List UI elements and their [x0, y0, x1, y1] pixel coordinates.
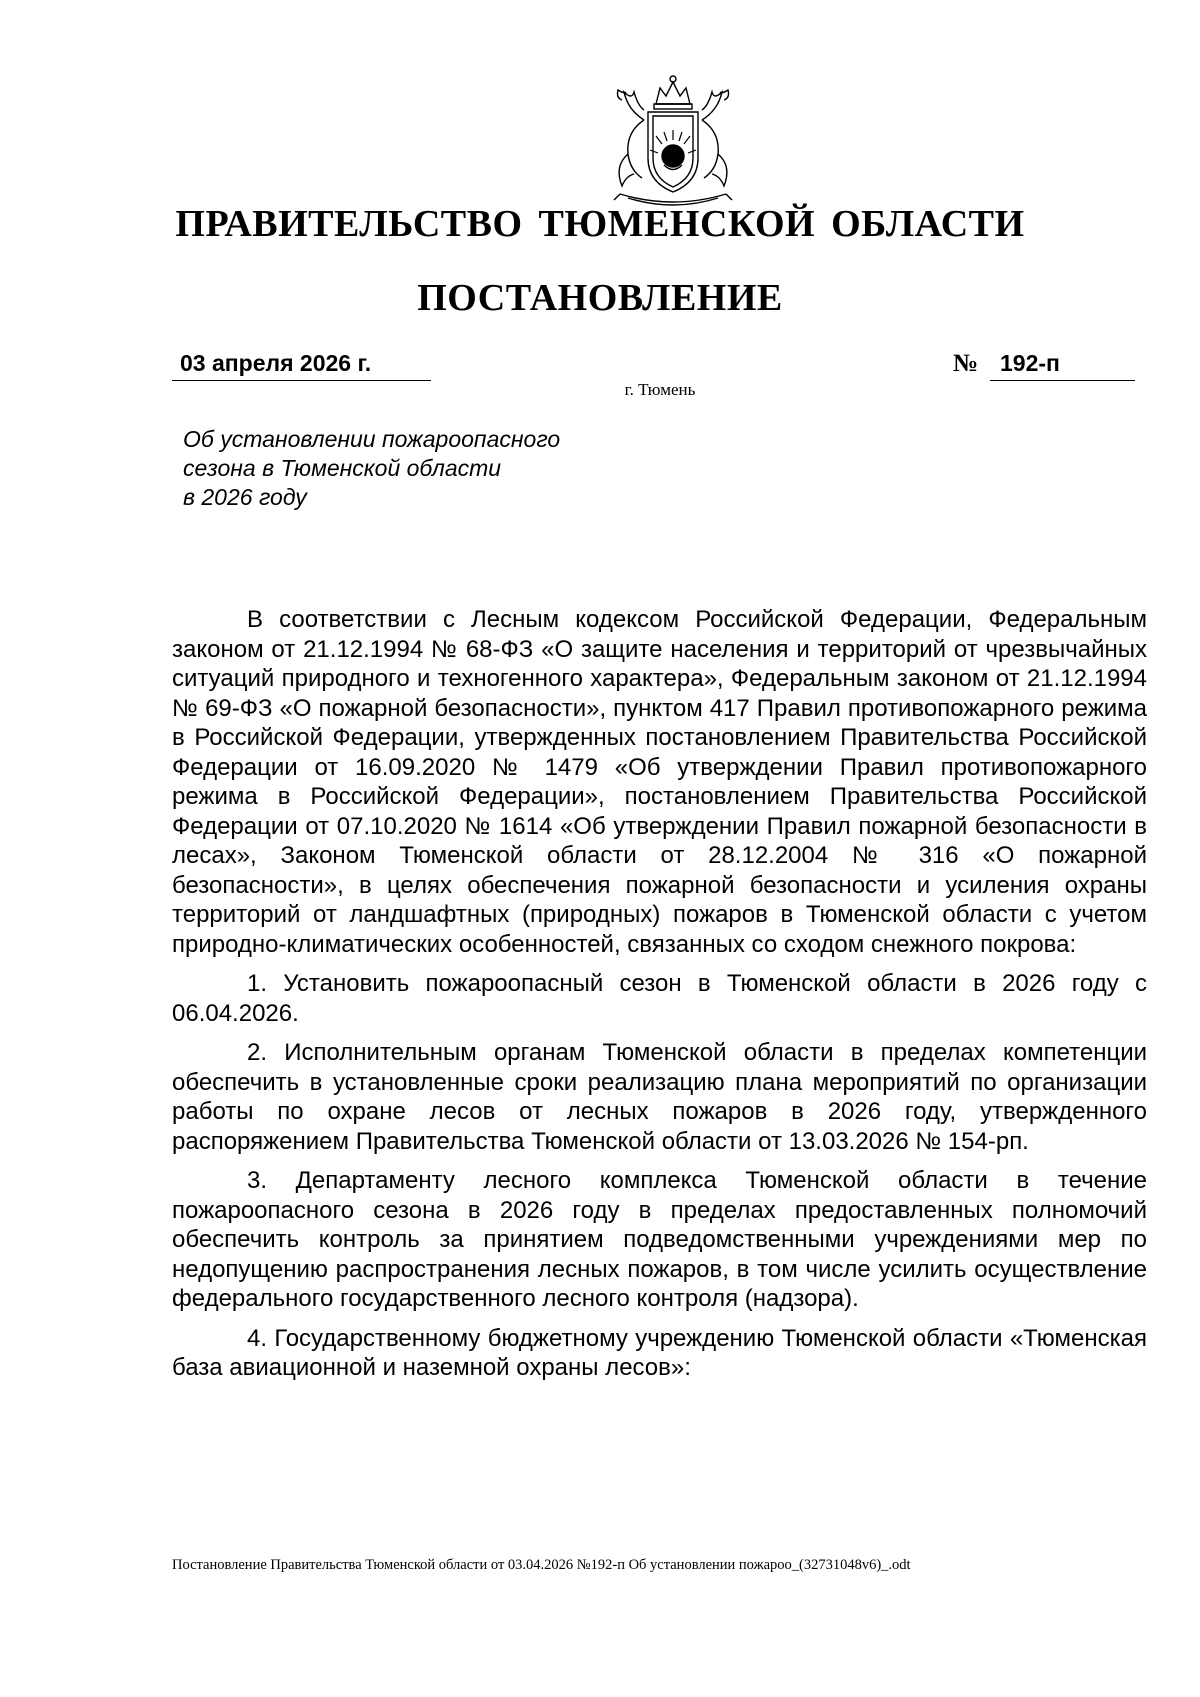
subject-line: в 2026 году [183, 484, 307, 510]
subject-line: сезона в Тюменской области [183, 455, 502, 481]
preamble-paragraph: В соответствии с Лесным кодексом Российской Федерации, Федеральным законом от 21.12.1994 № 68-ФЗ «О защите населения и территорий от чрезвычайных ситуаций природного и техногенного характера», Федеральным законом от 21.12.1994 № 69-ФЗ «О пожарной безопасности», пунктом 417 Правил противопожарного режима в Российской Федерации, утвержденных постановлением Правительства Российской Федерации от 16.09.2020 № 1479 «Об утверждении Правил противопожарного режима в Российской Федерации», постановлением Правительства Российской Федерации от 07.10.2020 № 1614 «Об утверждении Правил пожарной безопасности в лесах», Законом Тюменской области от 28.12.2004 № 316 «О пожарной безопасности», в целях обеспечения пожарной безопасности и усиления охраны территорий от ландшафтных (природных) пожаров в Тюменской области с учетом природно-климатических особенностей, связанных со сходом снежного покрова: [172, 606, 1147, 958]
clause-4: 4. Государственному бюджетному учреждению Тюменской области «Тюменская база авиационной и наземной охраны лесов»: [172, 1324, 1147, 1381]
document-date: 03 апреля 2026 г. [180, 350, 372, 376]
clause-1: 1. Установить пожароопасный сезон в Тюменской области в 2026 году с 06.04.2026. [172, 970, 1147, 1027]
subject-line: Об установлении пожароопасного [183, 426, 561, 452]
document-number: 192-п [1000, 350, 1060, 376]
document-city: г. Тюмень [624, 380, 696, 399]
number-sign: № [953, 350, 979, 377]
date-field [172, 350, 431, 381]
document-body [172, 605, 1147, 1383]
document-type: ПОСТАНОВЛЕНИЕ [417, 277, 783, 319]
clause-3: 3. Департаменту лесного комплекса Тюменской области в течение пожароопасного сезона в 2026 году в пределах предоставленных полномочий обеспечить контроль за принятием подведомственными учреждениями мер по недопущению распространения лесных пожаров, в том числе усилить осуществление федерального государственного лесного контроля (надзора). [172, 1167, 1147, 1312]
page-footer: Постановление Правительства Тюменской области от 03.04.2026 №192-п Об установлении пожароо_(32731048v6)_.odt [172, 1557, 911, 1573]
coat-of-arms-icon [598, 70, 748, 210]
government-name: ПРАВИТЕЛЬСТВО ТЮМЕНСКОЙ ОБЛАСТИ [175, 203, 1025, 245]
clause-2: 2. Исполнительным органам Тюменской области в пределах компетенции обеспечить в установленные сроки реализацию плана мероприятий по организации работы по охране лесов от лесных пожаров в 2026 году, утвержденного распоряжением Правительства Тюменской области от 13.03.2026 № 154-рп. [172, 1039, 1147, 1155]
number-field [990, 350, 1135, 381]
document-subject [183, 425, 703, 512]
